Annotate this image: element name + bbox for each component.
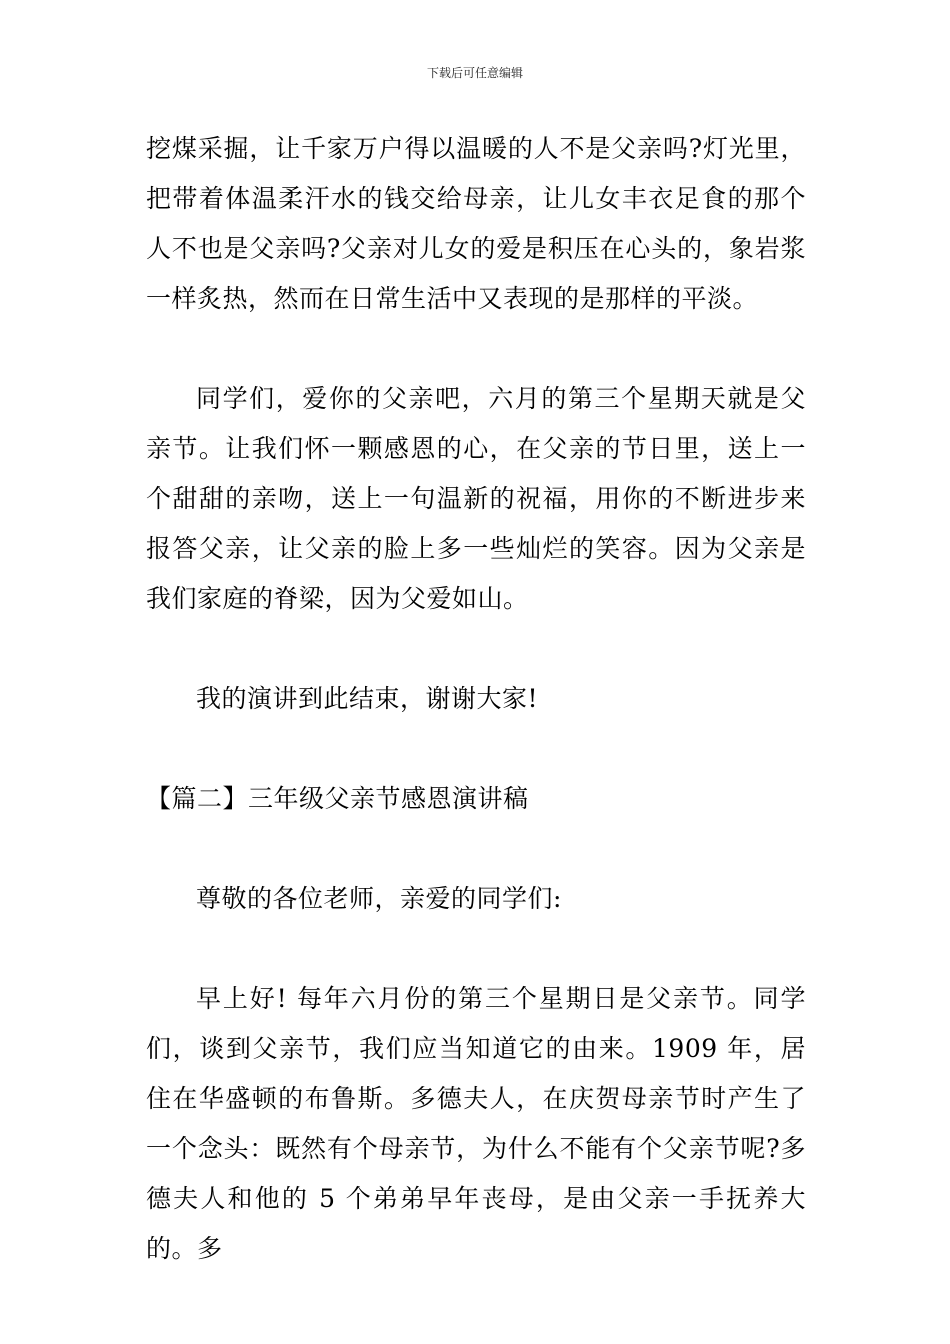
paragraph-closing: 我的演讲到此结束，谢谢大家! — [196, 684, 539, 713]
paragraph-gap — [146, 824, 806, 874]
paragraph-call-to-action: 同学们，爱你的父亲吧，六月的第三个星期天就是父亲节。让我们怀一颗感恩的心，在父亲的节日里，送上一个甜甜的亲吻，送上一句温新的祝福，用你的不断进步来报答父亲，让父亲的脸上多一些灿烂的笑容。因为父亲是我们家庭的脊梁，因为父爱如山。 — [146, 384, 806, 613]
paragraph-continuation: 挖煤采掘，让千家万户得以温暖的人不是父亲吗?灯光里，把带着体温柔汗水的钱交给母亲，让儿女丰衣足食的那个人不也是父亲吗?父亲对儿女的爱是积压在心头的，象岩浆一样炙热，然而在日常生活中又表现的是那样的平淡。 — [146, 134, 806, 313]
paragraph-gap — [146, 924, 806, 974]
paragraph-greeting: 尊敬的各位老师，亲爱的同学们: — [196, 884, 562, 913]
header-note: 下载后可任意编辑 — [426, 66, 523, 80]
paragraph-gap — [146, 724, 806, 774]
paragraph-fathers-day-origin: 早上好! 每年六月份的第三个星期日是父亲节。同学们，谈到父亲节，我们应当知道它的由来。1909 年，居住在华盛顿的布鲁斯。多德夫人，在庆贺母亲节时产生了一个念头：既然有个母亲节，为什么不能有个父亲节呢?多德夫人和他的 5 个弟弟早年丧母，是由父亲一手抚养大的。多 — [146, 984, 806, 1263]
paragraph-gap — [146, 624, 806, 674]
document-body — [146, 124, 806, 1274]
section-heading: 【篇二】三年级父亲节感恩演讲稿 — [146, 784, 529, 813]
paragraph-gap — [146, 324, 806, 374]
